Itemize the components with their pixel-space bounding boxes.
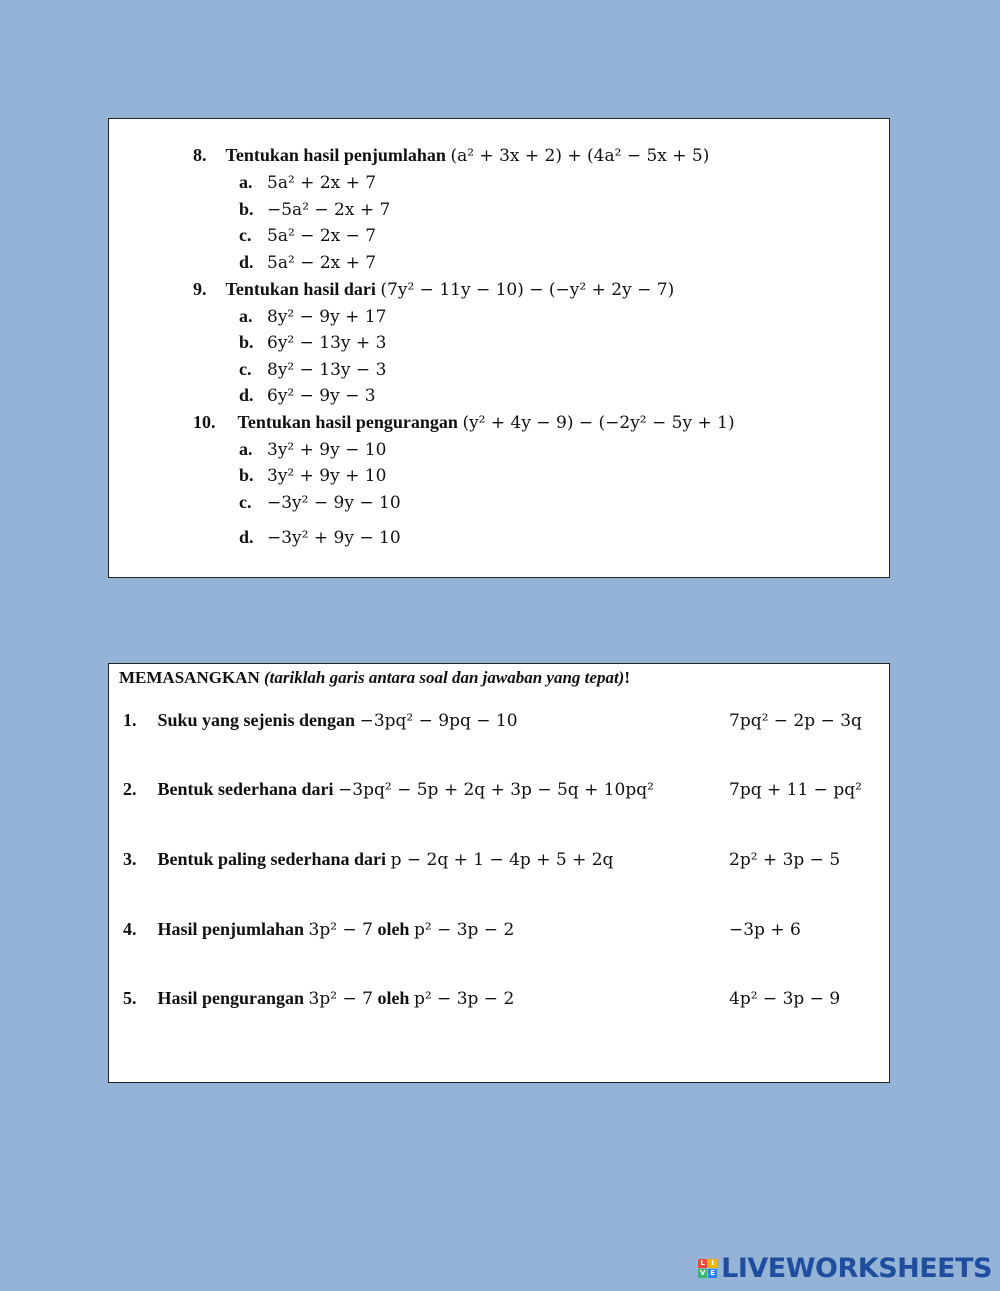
question-expression-2: p² − 3p − 2 [413, 989, 515, 1009]
option-9c[interactable] [239, 359, 386, 380]
question-number: 3. [123, 849, 137, 869]
option-10d[interactable] [239, 527, 401, 548]
matching-answer-4[interactable] [729, 919, 801, 940]
option-9a[interactable] [239, 306, 386, 327]
question-expression: 3p² − 7 [308, 989, 373, 1009]
question-stem: Hasil penjumlahan [157, 919, 305, 939]
option-9d[interactable] [239, 385, 376, 406]
question-10 [193, 412, 735, 433]
option-letter: d. [239, 252, 254, 272]
matching-instruction: (tariklah garis antara soal dan jawaban yang tepat) [263, 668, 625, 687]
option-letter: a. [239, 172, 253, 192]
question-expression: −3pq² − 9pq − 10 [359, 711, 518, 731]
option-text: 3y² + 9y − 10 [267, 440, 387, 460]
question-number: 5. [123, 988, 137, 1008]
matching-heading [119, 668, 630, 688]
matching-answer-5[interactable] [729, 988, 840, 1009]
question-9 [193, 279, 674, 300]
option-8b[interactable] [239, 199, 390, 220]
option-10c[interactable] [239, 492, 401, 513]
option-letter: c. [239, 359, 252, 379]
question-stem: Bentuk paling sederhana dari [157, 849, 387, 869]
question-stem: Tentukan hasil dari [225, 279, 376, 299]
matching-answer-3[interactable] [729, 849, 840, 870]
option-text: 5a² − 2x + 7 [267, 253, 377, 273]
question-stem: Tentukan hasil penjumlahan [225, 145, 446, 165]
option-text: −3y² + 9y − 10 [267, 528, 401, 548]
option-letter: b. [239, 332, 254, 352]
logo-tile: E [708, 1269, 717, 1278]
option-text: 3y² + 9y + 10 [267, 466, 387, 486]
matching-question-4[interactable] [123, 919, 514, 940]
question-stem: Hasil pengurangan [157, 988, 305, 1008]
logo-tile: L [698, 1259, 707, 1268]
option-text: 8y² − 13y − 3 [267, 360, 387, 380]
matching-question-1[interactable] [123, 710, 518, 731]
option-8d[interactable] [239, 252, 376, 273]
answer-text: 7pq + 11 − pq² [729, 780, 862, 800]
option-text: 6y² − 9y − 3 [267, 386, 376, 406]
question-number: 8. [193, 145, 207, 165]
question-connector: oleh [377, 919, 410, 939]
option-letter: b. [239, 199, 254, 219]
option-letter: c. [239, 492, 252, 512]
logo-tile: V [699, 1268, 706, 1277]
logo-text: LIVEWORKSHEETS [721, 1252, 992, 1284]
option-letter: d. [239, 385, 254, 405]
option-text: −3y² − 9y − 10 [267, 493, 401, 513]
question-stem: Tentukan hasil pengurangan [237, 412, 458, 432]
question-number: 9. [193, 279, 207, 299]
matching-question-3[interactable] [123, 849, 613, 870]
option-8a[interactable] [239, 172, 376, 193]
question-number: 4. [123, 919, 137, 939]
option-letter: a. [239, 439, 253, 459]
logo-tiles-icon [698, 1259, 717, 1278]
option-10b[interactable] [239, 465, 386, 486]
option-text: 8y² − 9y + 17 [267, 307, 387, 327]
question-expression: (7y² − 11y − 10) − (−y² + 2y − 7) [380, 280, 675, 300]
option-text: −5a² − 2x + 7 [267, 200, 391, 220]
question-stem: Suku yang sejenis dengan [157, 710, 356, 730]
option-letter: d. [239, 527, 254, 547]
question-8 [193, 145, 709, 166]
question-expression: 3p² − 7 [308, 920, 373, 940]
question-expression-2: p² − 3p − 2 [413, 920, 515, 940]
matching-answer-2[interactable] [729, 779, 862, 800]
option-9b[interactable] [239, 332, 386, 353]
option-8c[interactable] [239, 225, 376, 246]
multiple-choice-card [108, 118, 890, 578]
question-expression: −3pq² − 5p + 2q + 3p − 5q + 10pq² [338, 780, 654, 800]
matching-heading-end: ! [624, 668, 631, 687]
question-expression: (a² + 3x + 2) + (4a² − 5x + 5) [450, 146, 710, 166]
option-letter: b. [239, 465, 254, 485]
liveworksheets-logo [698, 1253, 992, 1283]
question-expression: p − 2q + 1 − 4p + 5 + 2q [390, 850, 614, 870]
option-10a[interactable] [239, 439, 386, 460]
option-text: 6y² − 13y + 3 [267, 333, 387, 353]
question-number: 2. [123, 779, 137, 799]
matching-answer-1[interactable] [729, 710, 862, 731]
question-number: 10. [193, 412, 216, 432]
answer-text: 2p² + 3p − 5 [729, 850, 841, 870]
logo-tile: I [708, 1259, 717, 1268]
matching-card [108, 663, 890, 1083]
option-letter: a. [239, 306, 253, 326]
option-text: 5a² − 2x − 7 [267, 226, 377, 246]
option-text: 5a² + 2x + 7 [267, 173, 377, 193]
question-stem: Bentuk sederhana dari [157, 779, 334, 799]
question-connector: oleh [377, 988, 410, 1008]
matching-question-5[interactable] [123, 988, 514, 1009]
answer-text: −3p + 6 [729, 920, 801, 940]
question-number: 1. [123, 710, 137, 730]
answer-text: 4p² − 3p − 9 [729, 989, 841, 1009]
matching-question-2[interactable] [123, 779, 654, 800]
answer-text: 7pq² − 2p − 3q [729, 711, 862, 731]
question-expression: (y² + 4y − 9) − (−2y² − 5y + 1) [462, 413, 735, 433]
option-letter: c. [239, 225, 252, 245]
matching-title: MEMASANGKAN [119, 668, 260, 687]
